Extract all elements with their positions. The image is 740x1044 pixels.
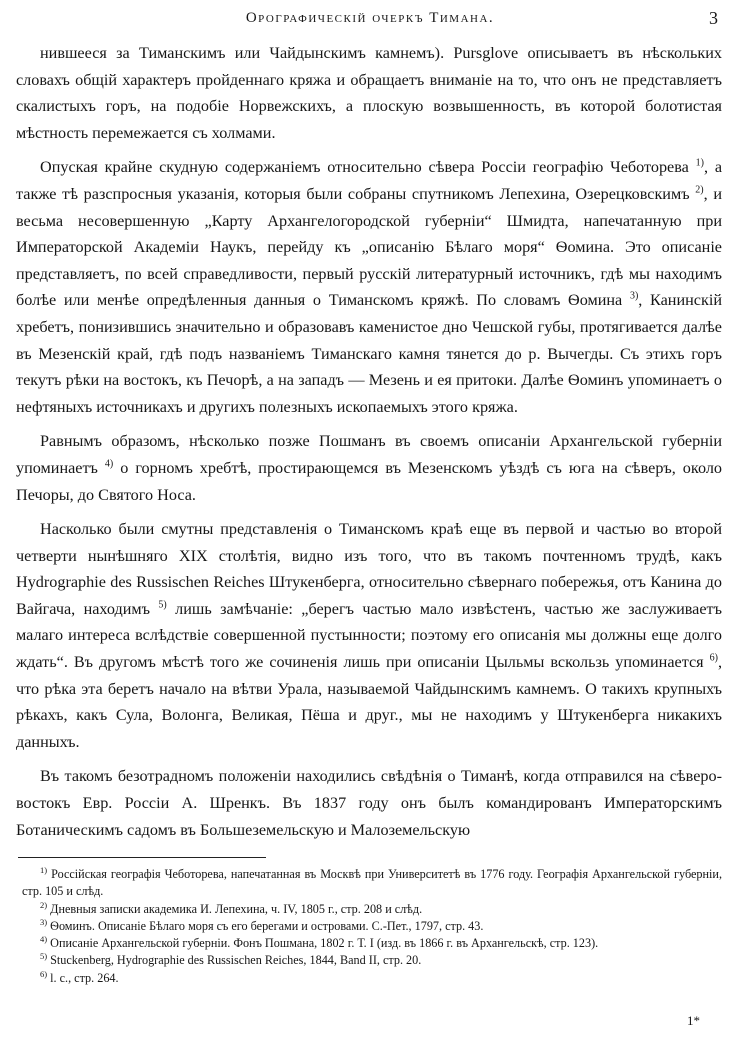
body-paragraph	[16, 154, 722, 420]
running-title: Орографическій очеркъ Тимана.	[245, 10, 495, 26]
footnote-text: Ѳоминъ. Описаніе Бѣлаго моря съ его берегами и островами. С.-Пет., 1797, стр. 43.	[50, 918, 484, 933]
footnote-text: Stuckenberg, Hydrographie des Russischen Reiches, 1844, Band II, стр. 20.	[50, 953, 422, 968]
footnote-text: Дневныя записки академика И. Лепехина, ч. IV, 1805 г., стр. 208 и слѣд.	[50, 901, 423, 916]
footnote-mark: 3)	[40, 916, 48, 927]
footnote-mark: 6)	[40, 968, 48, 979]
page-number: 3	[709, 8, 718, 28]
footnote	[22, 952, 722, 969]
footnote	[22, 901, 722, 918]
text-run: , и весьма несовершенную „Карту Архангелогородской губерніи“ Шмидта, напечатанную при Императорской Академіи Наукъ, перейду къ „описанію Бѣлаго моря“ Ѳомина. Это описаніе представляетъ, по всей справедливости, первый русскій литературный источникъ, гдѣ мы находимъ болѣе или менѣе опредѣленныя данныя о Тиманскомъ кряжѣ. По словамъ Ѳомина	[16, 184, 722, 310]
footnote-text: Описаніе Архангельской губерніи. Фонъ Пошмана, 1802 г. Т. I (изд. въ 1866 г. въ Архангельскѣ, стр. 123).	[50, 936, 599, 951]
footnote-mark: 5)	[40, 951, 48, 962]
footnote	[22, 935, 722, 952]
footnote-mark: 2)	[40, 899, 48, 910]
footnote-text: l. c., стр. 264.	[50, 970, 119, 985]
footnote-mark: 1)	[40, 864, 48, 875]
text-run: , а также тѣ разспросныя указанія, которыя были собраны спутникомъ Лепехина, Озерецковскимъ	[16, 158, 722, 203]
body-paragraph	[16, 428, 722, 508]
text-run: о горномъ хребтѣ, простирающемся въ Мезенскомъ уѣздѣ съ юга на сѣверъ, около Печоры, до Святого Носа.	[16, 458, 722, 504]
footnote-reference: 1)	[695, 157, 704, 169]
footnotes	[22, 866, 722, 987]
text-run: , что рѣка эта беретъ начало на вѣтви Урала, называемой Чайдынскимъ камнемъ. О такихъ крупныхъ рѣкахъ, какъ Сула, Волонга, Великая, Пёша и друг., мы не находимъ у Штукенберга никакихъ данныхъ.	[16, 653, 722, 751]
page-header	[0, 10, 740, 32]
body-text	[16, 40, 722, 851]
text-run: Опуская крайне скудную содержаніемъ относительно сѣвера Россіи географію Чеботорева	[40, 158, 696, 177]
footnote-reference: 4)	[104, 458, 114, 470]
text-run: Въ такомъ безотрадномъ положеніи находились свѣдѣнія о Тиманѣ, когда отправился на сѣверо-востокъ Евр. Россіи А. Шренкъ. Въ 1837 году онъ былъ командированъ Императорскимъ Ботаническимъ садомъ въ Большеземельскую и Малоземельскую	[16, 767, 722, 839]
text-run: , Канинскій хребетъ, понизившись значительно и образовавъ каменистое дно Чешской губы, протягивается далѣе въ Мезенскій край, гдѣ подъ названіемъ Тиманскаго камня тянется до р. Вычегды. Съ этихъ горъ текутъ рѣки на востокъ, къ Печорѣ, а на западъ — Мезень и ея притоки. Далѣе Ѳоминъ упоминаетъ о нефтяныхъ источникахъ и другихъ полезныхъ ископаемыхъ этого кряжа.	[16, 291, 723, 416]
body-paragraph	[16, 516, 722, 755]
footnote-reference: 2)	[695, 184, 704, 196]
text-run: Равнымъ образомъ, нѣсколько позже Пошманъ въ своемъ описаніи Архангельской губерніи упоминаетъ	[16, 432, 722, 477]
text-run: Насколько были смутны представленія о Тиманскомъ краѣ еще въ первой и частью во второй четверти нынѣшняго XIX столѣтія, видно изъ того, что въ такомъ почтенномъ трудѣ, какъ Hydrographie des Russischen Reiches Штукенберга, относительно сѣвернаго побережья, отъ Канина до Вайгача, находимъ	[16, 520, 722, 618]
footnote-reference: 5)	[158, 599, 167, 611]
footnote-mark: 4)	[40, 934, 48, 945]
text-run: нившееся за Тиманскимъ или Чайдынскимъ камнемъ). Pursglove описываетъ въ нѣскольких словахъ общій характеръ пройденнаго кряжа и обращаетъ вниманіе на то, что онъ не представляетъ скалистыхъ горъ, на подобіе Норвежскихъ, а плоскую возвышенность, въ которой болотистая мѣстность перемежается съ холмами.	[16, 44, 722, 142]
body-paragraph	[16, 40, 722, 146]
footnote-reference: 6)	[709, 652, 718, 664]
footnote	[22, 866, 722, 901]
text-run: лишь замѣчаніе: „берегъ частью мало извѣстенъ, частью же заслуживаетъ малаго интереса вслѣдствіе совершенной пустынности; поэтому его описанія мы должны еще долго ждать“. Въ другомъ мѣстѣ того же сочиненія лишь при описаніи Цыльмы вскользь упоминается	[16, 599, 722, 672]
body-paragraph	[16, 763, 722, 843]
printer-signature-mark: 1*	[687, 1013, 700, 1028]
footnote-reference: 3)	[629, 290, 639, 302]
footnote-text: Россійская географія Чеботорева, напечатанная въ Москвѣ при Университетѣ въ 1776 году. Географія Архангельской губерніи, стр. 105 и слѣд.	[22, 867, 723, 899]
footnote	[22, 970, 722, 987]
footnote-divider	[18, 857, 266, 858]
footnote	[22, 918, 722, 935]
